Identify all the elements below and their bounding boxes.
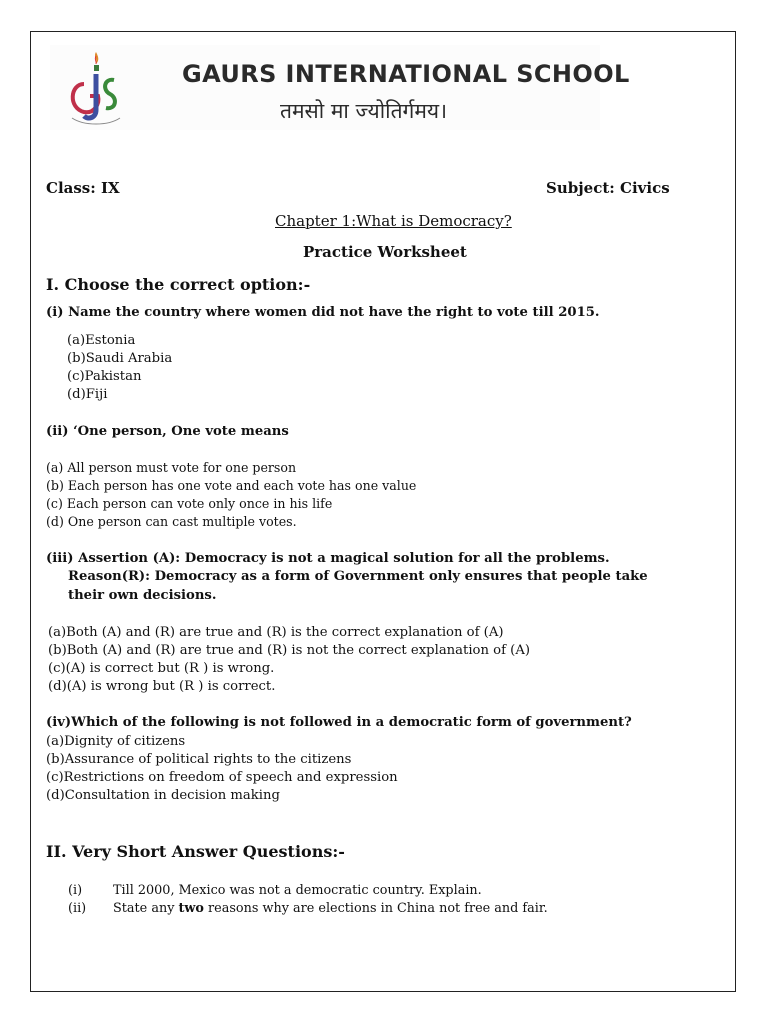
option: (d)Fiji (67, 387, 108, 402)
option: (b)Both (A) and (R) are true and (R) is not the correct explanation of (A) (48, 643, 531, 658)
subject-label: Subject: Civics (546, 179, 670, 197)
question-2: (ii) ‘One person, One vote means (46, 424, 289, 439)
question-number: (ii) (68, 901, 87, 916)
worksheet-title: Practice Worksheet (303, 243, 467, 261)
question-3-assertion: (iii) Assertion (A): Democracy is not a magical solution for all the problems. (46, 551, 610, 566)
option: (b) Each person has one vote and each vote has one value (46, 478, 417, 493)
option: (c)Pakistan (67, 369, 142, 384)
question-number: (i) (68, 883, 83, 898)
question-1-options (67, 332, 172, 404)
question-4: (iv)Which of the following is not followed in a democratic form of government? (46, 715, 632, 730)
option: (c)(A) is correct but (R ) is wrong. (48, 661, 275, 676)
option: (a) All person must vote for one person (46, 460, 297, 475)
school-name: GAURS INTERNATIONAL SCHOOL (182, 60, 630, 88)
question-text-start: State any (113, 901, 179, 916)
option: (a)Dignity of citizens (46, 734, 186, 749)
short-answer-question-2 (68, 901, 708, 919)
option: (b)Saudi Arabia (67, 351, 173, 366)
question-text: Till 2000, Mexico was not a democratic country. Explain. (113, 883, 482, 898)
chapter-title: Chapter 1:What is Democracy? (275, 212, 512, 230)
class-label: Class: IX (46, 179, 120, 197)
question-text-emphasis: two (178, 901, 204, 916)
question-3-reason-cont: their own decisions. (68, 588, 217, 603)
question-text-end: reasons why are elections in China not free and fair. (203, 901, 548, 916)
option: (d)(A) is wrong but (R ) is correct. (48, 679, 276, 694)
option: (c)Restrictions on freedom of speech and expression (46, 770, 398, 785)
option: (c) Each person can vote only once in his life (46, 496, 333, 511)
option: (d)Consultation in decision making (46, 788, 280, 803)
question-3-reason: Reason(R): Democracy as a form of Government only ensures that people take (68, 569, 648, 584)
option: (a)Both (A) and (R) are true and (R) is the correct explanation of (A) (48, 625, 504, 640)
question-1: (i) Name the country where women did not have the right to vote till 2015. (46, 305, 600, 320)
school-crest-logo (60, 48, 132, 128)
short-answer-question-1 (68, 883, 708, 901)
question-4-options (46, 733, 398, 805)
option: (b)Assurance of political rights to the citizens (46, 752, 352, 767)
section-1-heading: I. Choose the correct option:- (46, 275, 311, 294)
question-text (113, 901, 548, 916)
option: (a)Estonia (67, 333, 136, 348)
question-2-options (46, 459, 416, 531)
option: (d) One person can cast multiple votes. (46, 514, 297, 529)
section-2-heading: II. Very Short Answer Questions:- (46, 842, 345, 861)
school-motto: तमसो मा ज्योतिर्गमय। (280, 99, 448, 123)
question-3-options (48, 624, 530, 696)
